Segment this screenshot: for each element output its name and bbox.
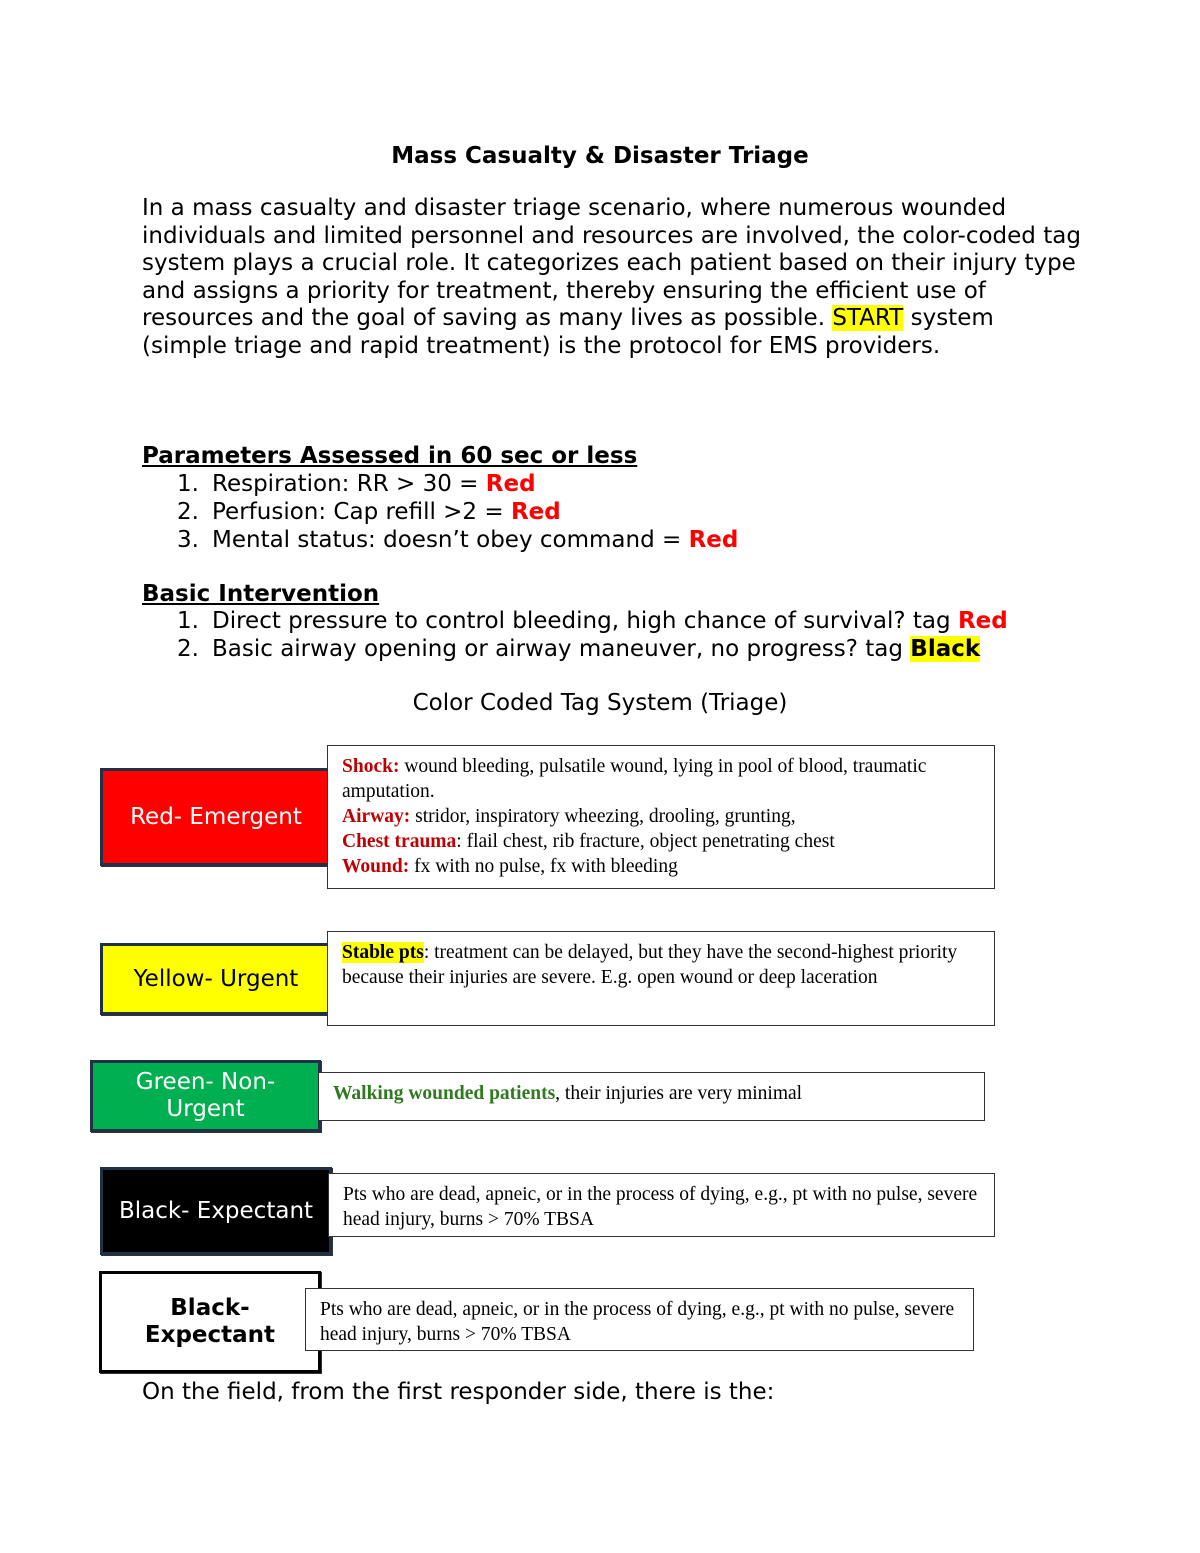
black-description: Pts who are dead, apneic, or in the process of dying, e.g., pt with no pulse, severe head injury, burns > 70% TBSA [328,1173,995,1237]
tag-black-expectant: Black- Expectant [100,1167,332,1255]
start-highlight: START [832,305,904,332]
tag-black-expectant-outline: Black- Expectant [99,1271,321,1373]
parameters-heading: Parameters Assessed in 60 sec or less [142,443,638,469]
intro-text: In a mass casualty and disaster triage scenario, where numerous wounded individuals and limited personnel and resources are involved, the color-coded tag system plays a crucial role. It categorizes each patient based on their injury type and assigns a priority for treatment, thereby ensuring the efficient use of resources and the goal of saving as many lives as possible. [142,195,1081,332]
page-title: Mass Casualty & Disaster Triage [391,143,809,169]
parameters-list [142,471,738,554]
list-item: 1. Direct pressure to control bleeding, high chance of survival? tag Red [177,608,1008,634]
list-item: 3. Mental status: doesn’t obey command = Red [177,526,739,553]
tag-red-emergent: Red- Emergent [100,768,332,866]
list-item: 2. Perfusion: Cap refill >2 = Red [177,498,561,525]
tag-green-non-urgent: Green- Non-Urgent [90,1060,321,1132]
black-outline-description: Pts who are dead, apneic, or in the process of dying, e.g., pt with no pulse, severe head injury, burns > 70% TBSA [305,1288,974,1351]
footer-text: On the field, from the first responder side, there is the: [142,1379,775,1405]
yellow-description: Stable pts: treatment can be delayed, but they have the second-highest priority because their injuries are severe. E.g. open wound or deep laceration [327,931,995,1026]
list-item: 1. Respiration: RR > 30 = Red [177,471,536,497]
list-item: 2. Basic airway opening or airway maneuver, no progress? tag Black [177,635,981,662]
tag-yellow-urgent: Yellow- Urgent [100,943,332,1015]
intervention-list [142,608,1008,664]
red-description: Shock: wound bleeding, pulsatile wound, lying in pool of blood, traumatic amputation. Airway: stridor, inspiratory wheezing, drooling, grunting, Chest trauma: flail chest, rib fracture, object penetrating chest Wound: fx with no pulse, fx with bleeding [327,745,995,889]
intro-paragraph [142,195,1082,361]
intro-text-after: system (simple triage and rapid treatment) is the protocol for EMS providers. [142,305,994,359]
intervention-heading: Basic Intervention [142,581,380,607]
green-description: Walking wounded patients, their injuries are very minimal [318,1072,985,1121]
tag-system-heading: Color Coded Tag System (Triage) [412,690,788,716]
